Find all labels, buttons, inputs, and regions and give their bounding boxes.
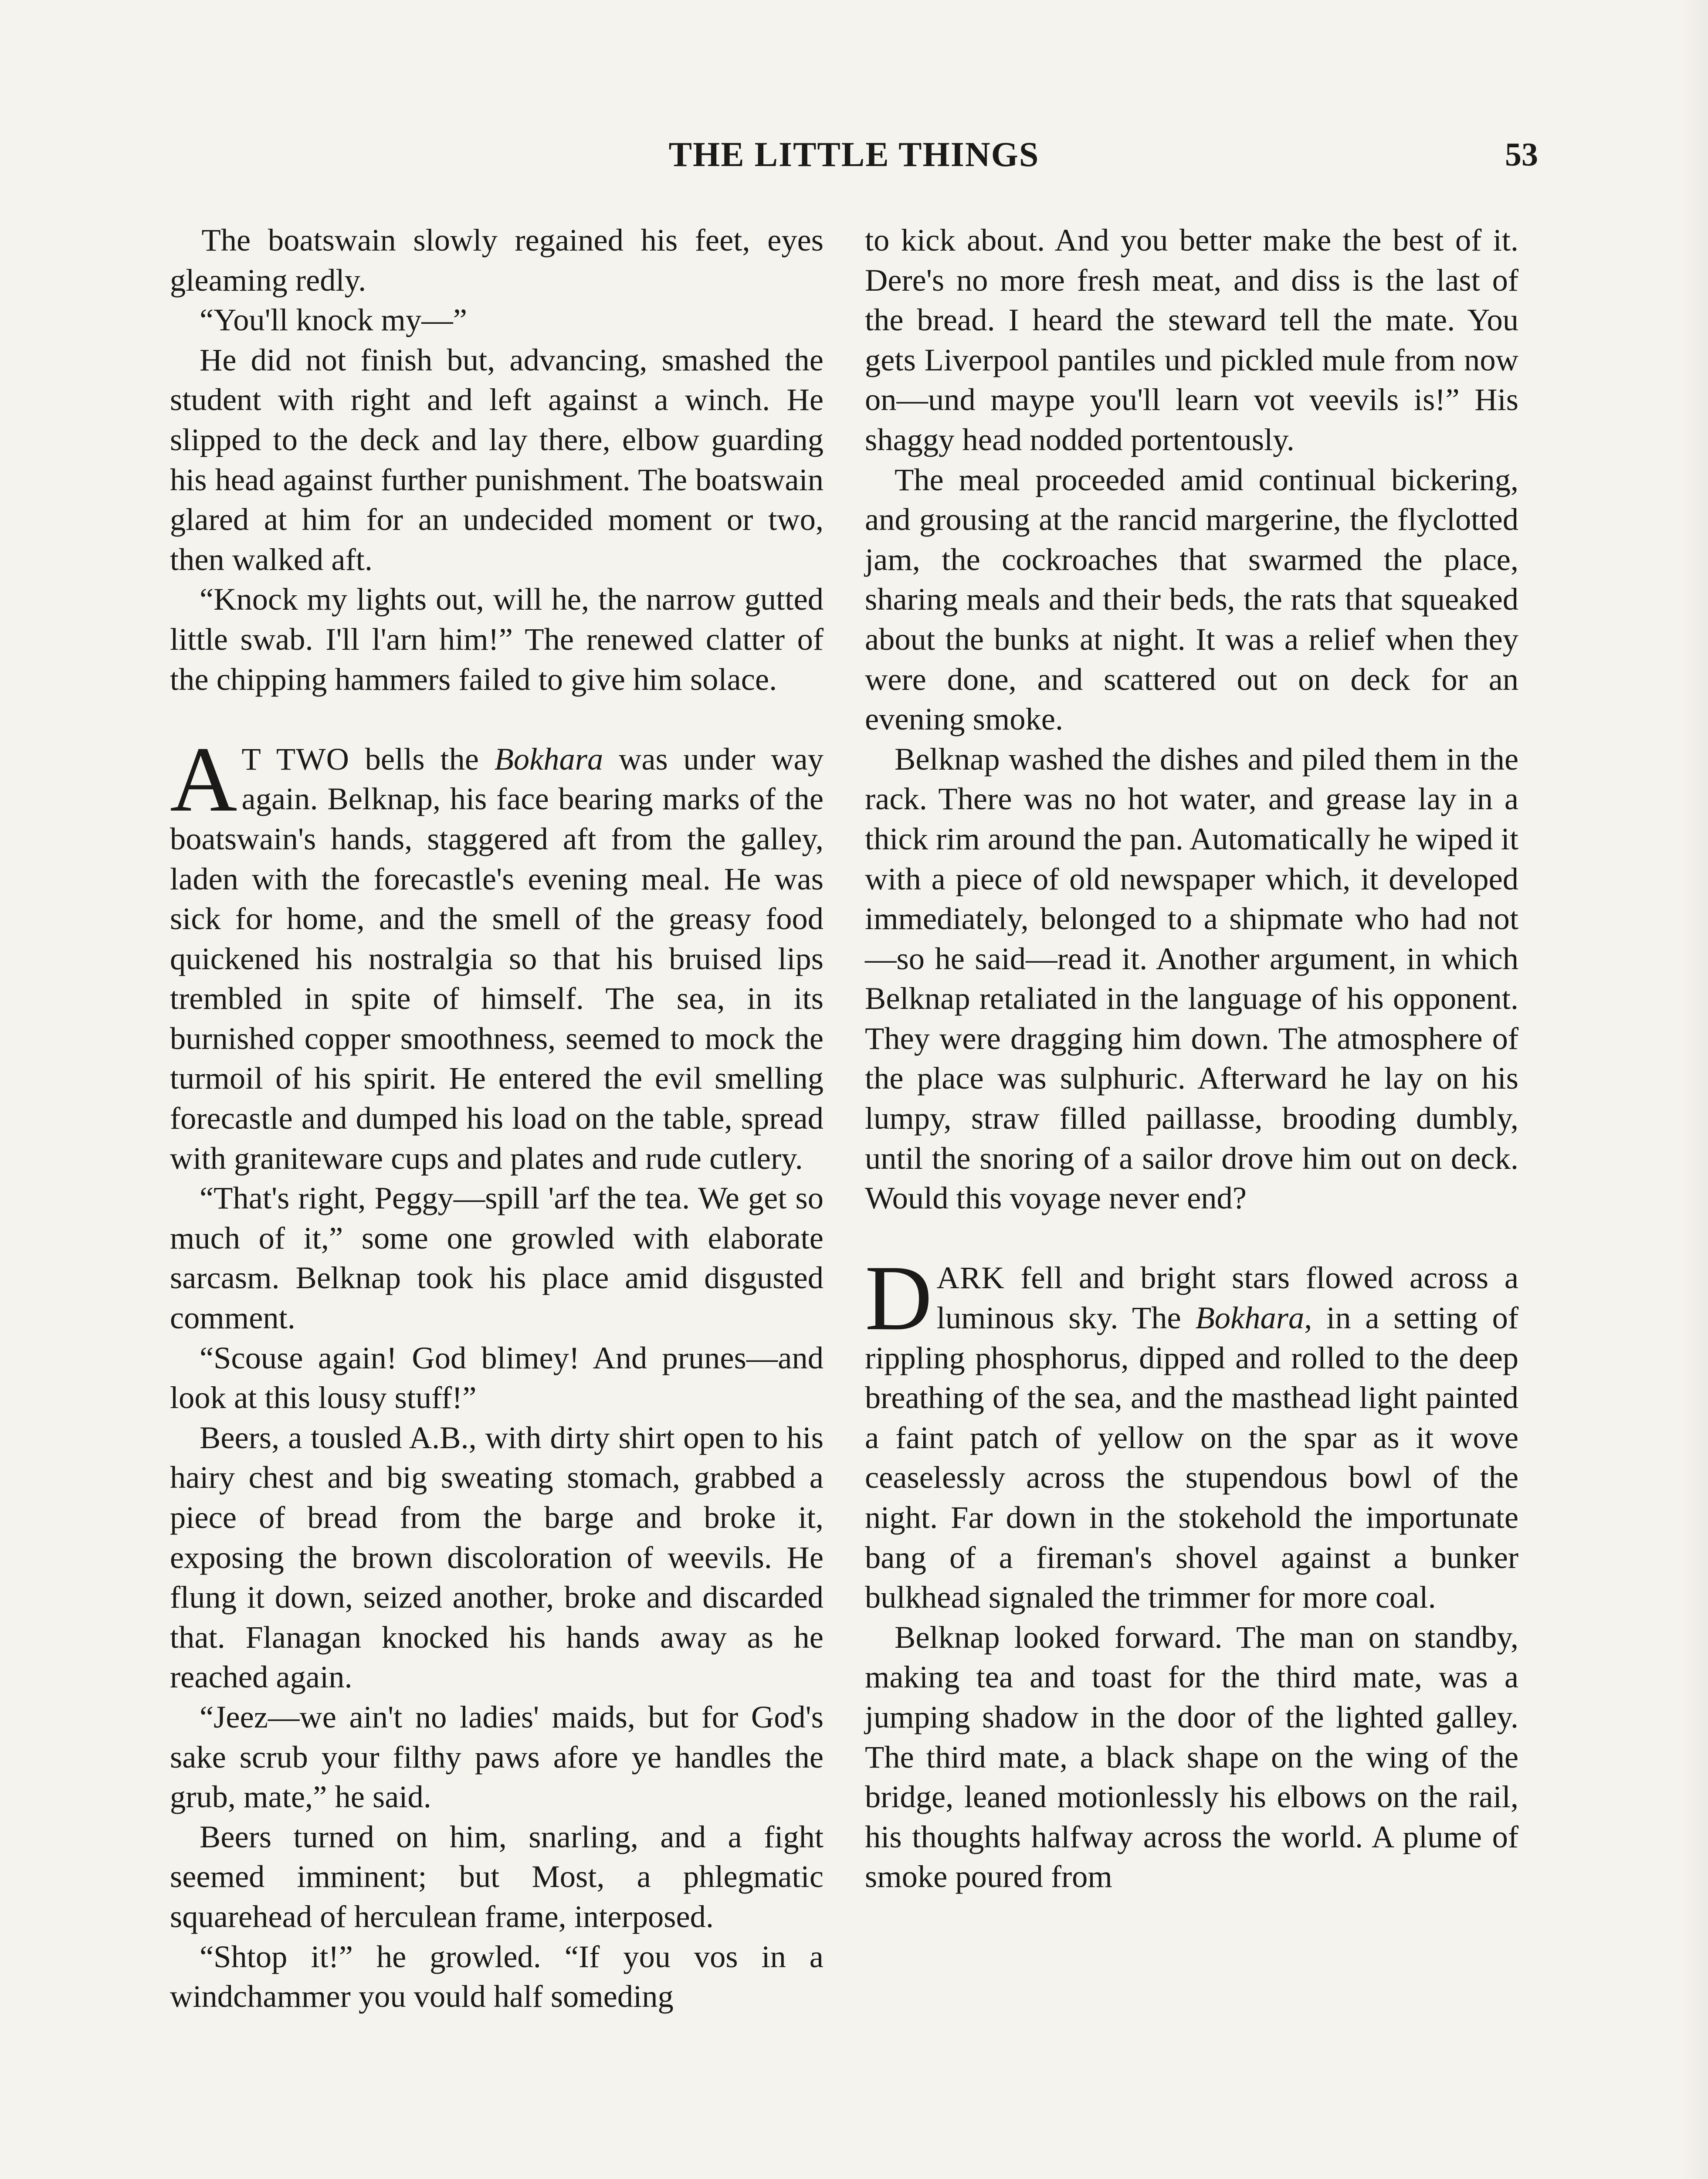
paragraph: Beers turned on him, snarling, and a fight seemed imminent; but Most, a phlegmatic squarehead of herculean frame, interposed. <box>170 1819 824 1934</box>
text-run: , in a setting of rippling phosphorus, dipped and rolled to the deep breathing of the sea, and the masthead light painted a faint patch of yellow on the spar as it wove ceaselessly across the stupendous bowl of the night. Far down in the stokehold the importunate bang of a fireman's shovel against a bunker bulkhead signaled the trimmer for more coal. <box>865 1300 1518 1615</box>
running-head <box>170 131 1538 179</box>
page-number: 53 <box>1505 136 1538 173</box>
lead-in: T TWO <box>241 741 349 777</box>
paragraph: “You'll knock my—” <box>200 302 467 338</box>
left-column <box>170 220 824 2016</box>
section-opening-paragraph <box>170 727 824 1178</box>
drop-cap: D <box>865 1246 932 1350</box>
text-run: was under way again. Belknap, his face bearing marks of the boatswain's hands, staggered aft from the galley, laden with the forecastle's evening meal. He was sick for home, and the smell of the greasy food quickened his nostralgia so that his bruised lips trembled in spite of himself. The sea, in its burnished copper smoothness, seemed to mock the turmoil of his spirit. He entered the evil smelling forecastle and dumped his load on the table, spread with graniteware cups and plates and rude cutlery. <box>170 741 824 1176</box>
lead-in: ARK <box>936 1260 1005 1296</box>
paragraph: “Scouse again! God blimey! And prunes—and look at this lousy stuff!” <box>170 1340 824 1415</box>
text-run: fell and bright stars flowed across a luminous sky. The <box>936 1260 1518 1336</box>
paragraph: The boatswain slowly regained his feet, eyes gleaming redly. <box>170 222 824 298</box>
paragraph: He did not finish but, advancing, smashed the student with right and left against a winch. He slipped to the deck and lay there, elbow guarding his head against further punishment. The boatswain glared at him for an undecided moment or two, then walked aft. <box>170 342 824 577</box>
ship-name: Bokhara <box>1195 1300 1305 1336</box>
section-opening-paragraph <box>865 1246 1518 1617</box>
paragraph: “That's right, Peggy—spill 'arf the tea. We get so much of it,” some one growled with elaborate sarcasm. Belknap took his place amid disgusted comment. <box>170 1180 824 1336</box>
ship-name: Bokhara <box>494 741 603 777</box>
running-title: THE LITTLE THINGS <box>668 136 1040 174</box>
paragraph: “Jeez—we ain't no ladies' maids, but for God's sake scrub your filthy paws afore ye handles the grub, mate,” he said. <box>170 1699 824 1815</box>
drop-cap: A <box>170 727 237 831</box>
paragraph: “Knock my lights out, will he, the narrow gutted little swab. I'll l'arn him!” The renewed clatter of the chipping hammers failed to give him solace. <box>170 581 824 697</box>
paragraph: Belknap washed the dishes and piled them in the rack. There was no hot water, and grease lay in a thick rim around the pan. Automatically he wiped it with a piece of old newspaper which, it developed immediately, belonged to a shipmate who had not—so he said—read it. Another argument, in which Belknap retaliated in the language of his opponent. They were dragging him down. The atmosphere of the place was sulphuric. Afterward he lay on his lumpy, straw filled paillasse, brooding dumbly, until the snoring of a sailor drove him out on deck. Would this voyage never end? <box>865 741 1518 1216</box>
page-edge-shadow <box>1682 0 1708 2179</box>
text-run: bells the <box>349 741 495 777</box>
paragraph: The meal proceeded amid continual bickering, and grousing at the rancid margerine, the flyclotted jam, the cockroaches that swarmed the place, sharing meals and their beds, the rats that squeaked about the bunks at night. It was a relief when they were done, and scattered out on deck for an evening smoke. <box>865 462 1518 737</box>
paragraph: to kick about. And you better make the best of it. Dere's no more fresh meat, and diss is the last of the bread. I heard the steward tell the mate. You gets Liverpool pantiles und pickled mule from now on—und maype you'll learn vot veevils is!” His shaggy head nodded portentously. <box>865 222 1518 457</box>
paragraph: Belknap looked forward. The man on standby, making tea and toast for the third mate, was a jumping shadow in the door of the lighted galley. The third mate, a black shape on the wing of the bridge, leaned motionlessly his elbows on the rail, his thoughts halfway across the world. A plume of smoke poured from <box>865 1619 1518 1894</box>
right-column <box>865 220 1518 1897</box>
paragraph: Beers, a tousled A.B., with dirty shirt open to his hairy chest and big sweating stomach, grabbed a piece of bread from the barge and broke it, exposing the brown discoloration of weevils. He flung it down, seized another, broke and discarded that. Flanagan knocked his hands away as he reached again. <box>170 1419 824 1695</box>
paragraph: “Shtop it!” he growled. “If you vos in a windchammer you vould half someding <box>170 1938 824 2014</box>
